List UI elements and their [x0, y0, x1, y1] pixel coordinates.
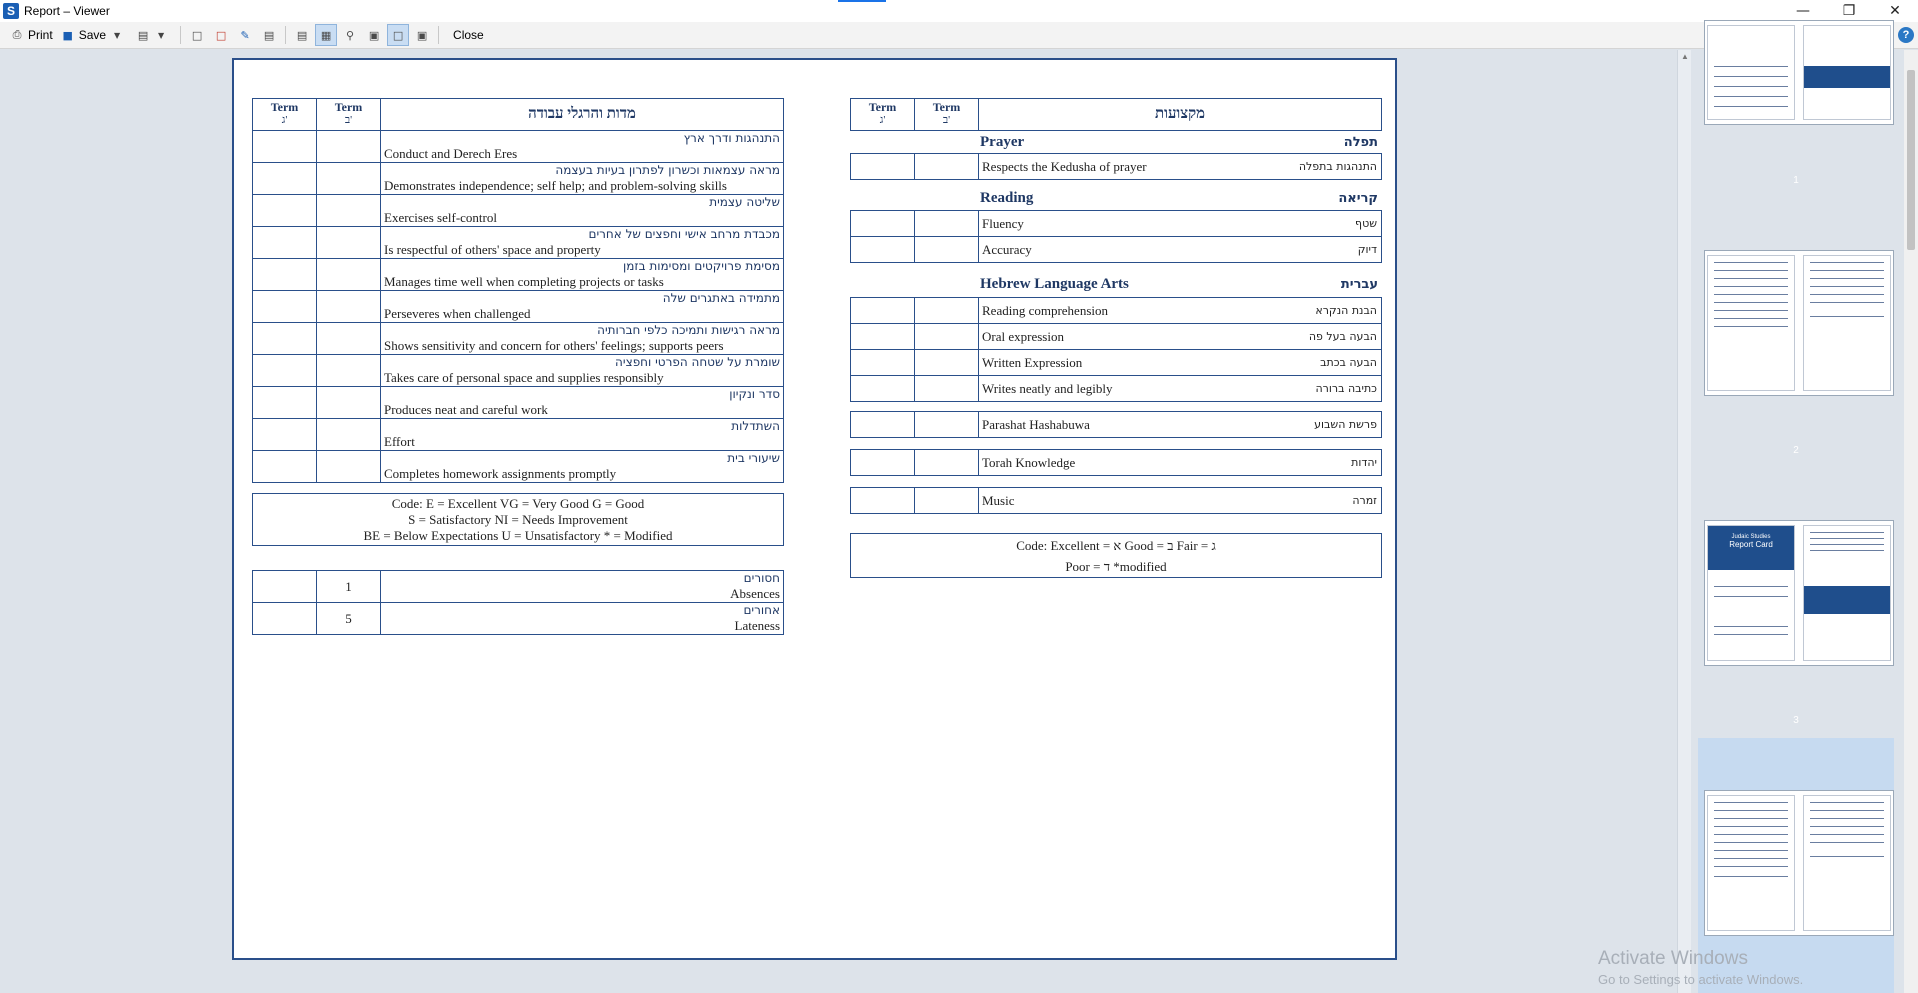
thumbnail-page-4[interactable] [1704, 790, 1894, 936]
subject-cell: Torah Knowledge יהדות [979, 450, 1382, 476]
close-window-icon[interactable]: ✕ [1889, 3, 1901, 19]
main-scrollbar[interactable] [1677, 50, 1691, 993]
grade-cell [851, 237, 915, 263]
thumbnail-page-3[interactable] [1704, 520, 1894, 666]
habit-hebrew-label: מכבדת מרחב אישי וחפצים של אחרים [588, 227, 780, 241]
habit-hebrew-label: מראה רגישות ותמיכה כלפי חברותיה [597, 323, 780, 337]
code-line: BE = Below Expectations U = Unsatisfactory * = Modified [363, 528, 673, 543]
work-habits-table [252, 98, 784, 131]
habit-english-label: Shows sensitivity and concern for others' feelings; supports peers [384, 338, 724, 353]
grade-cell [253, 323, 317, 355]
grade-cell [317, 259, 381, 291]
print-label: Print [28, 28, 53, 42]
grade-cell [317, 419, 381, 451]
prayer-table [850, 153, 1382, 180]
activate-windows-watermark: Activate Windows Go to Settings to activate Windows. [1598, 948, 1804, 987]
save-button[interactable] [57, 24, 132, 46]
save-disk-icon: ■ [62, 28, 73, 42]
grade-cell [317, 163, 381, 195]
find-icon[interactable]: ⚲ [346, 28, 355, 42]
thumbnail-panel [1692, 50, 1900, 993]
table-row [253, 323, 784, 355]
table-row [253, 419, 784, 451]
hebrew-table [850, 297, 1382, 402]
cover-title: Judaic Studies [1731, 534, 1771, 540]
grade-cell [253, 355, 317, 387]
table-row [851, 324, 1382, 350]
work-habits-code-legend [252, 493, 784, 546]
code-line: S = Satisfactory NI = Needs Improvement [408, 512, 628, 527]
cover-subtitle: Report Card [1729, 540, 1773, 549]
habit-hebrew-label: מסימת פרויקטים ומסימות בזמן [623, 259, 780, 273]
habit-cell [381, 195, 784, 227]
habit-hebrew-label: מראה עצמאות וכשרון לפתרון בעיות בעצמה [555, 163, 780, 177]
fit-width-icon[interactable]: □ [387, 24, 409, 46]
grade-cell [317, 355, 381, 387]
habit-hebrew-label: שומרת על שטחה הפרטי וחפציה [615, 355, 780, 369]
save-label: Save [78, 28, 107, 42]
grade-cell [851, 350, 915, 376]
grade-cell [253, 291, 317, 323]
lateness-label: אחורים Lateness [381, 603, 784, 635]
close-button[interactable] [449, 24, 488, 46]
grade-cell [317, 227, 381, 259]
grade-cell [253, 387, 317, 419]
table-row [851, 350, 1382, 376]
absences-value: 1 [317, 571, 381, 603]
code-line: Poor = ד *modified [1065, 559, 1167, 574]
grade-cell [253, 163, 317, 195]
grade-cell [915, 376, 979, 402]
subject-cell: Reading comprehension הבנת הנקרא [979, 298, 1382, 324]
separator [438, 26, 439, 44]
separator [180, 26, 181, 44]
grade-cell [317, 131, 381, 163]
grade-cell [915, 450, 979, 476]
table-row [851, 237, 1382, 263]
edit-icon[interactable]: ✎ [240, 28, 250, 42]
habit-english-label: Produces neat and careful work [384, 402, 548, 417]
window-title: Report – Viewer [24, 4, 110, 18]
habit-english-label: Takes care of personal space and supplies responsibly [384, 370, 664, 385]
subjects-code-legend [850, 533, 1382, 578]
grade-cell [915, 211, 979, 237]
absences-label: חסורים Absences [381, 571, 784, 603]
page-number: 2 [1793, 445, 1799, 456]
table-row [253, 131, 784, 163]
grade-cell [253, 451, 317, 483]
full-screen-icon[interactable]: ▣ [416, 28, 428, 42]
subject-cell: Parashat Hashabuwa פרשת השבוע [979, 412, 1382, 438]
table-row [851, 376, 1382, 402]
printer-icon: ⎙ [12, 28, 22, 41]
table-row [851, 450, 1382, 476]
parameters-icon[interactable]: ▤ [263, 28, 275, 42]
title-accent [838, 0, 886, 2]
grade-cell [253, 195, 317, 227]
habit-english-label: Effort [384, 434, 415, 449]
grade-cell [253, 131, 317, 163]
subject-cell: Fluency שטף [979, 211, 1382, 237]
grade-cell [915, 412, 979, 438]
habit-hebrew-label: סדר ונקיון [729, 387, 780, 401]
bookmarks-icon[interactable]: □ [215, 28, 227, 42]
page-number: 3 [1793, 715, 1799, 726]
grade-cell [317, 451, 381, 483]
grade-cell [253, 571, 317, 603]
report-page [232, 58, 1397, 960]
table-row [253, 451, 784, 483]
reading-heading: Reading קריאה [980, 190, 1378, 206]
subject-cell: Music זמרה [979, 488, 1382, 514]
subjects-section [850, 98, 1382, 578]
habit-cell [381, 323, 784, 355]
subject-cell: Respects the Kedusha of prayer התנהגות בתפלה [979, 154, 1382, 180]
grade-cell [915, 350, 979, 376]
grade-cell [851, 324, 915, 350]
table-row [851, 298, 1382, 324]
habit-english-label: Completes homework assignments promptly [384, 466, 617, 481]
habit-cell [381, 163, 784, 195]
code-line: Code: Excellent = א Good = ב Fair = ג [1016, 538, 1216, 553]
grade-cell [851, 298, 915, 324]
multi-page-icon[interactable]: ▦ [315, 24, 337, 46]
table-row [851, 488, 1382, 514]
parashat-table [850, 411, 1382, 438]
habit-english-label: Manages time well when completing projects or tasks [384, 274, 664, 289]
grade-cell [851, 154, 915, 180]
habit-cell [381, 259, 784, 291]
grade-cell [851, 376, 915, 402]
table-row [851, 412, 1382, 438]
table-row [253, 195, 784, 227]
habit-hebrew-label: התנהגות ודרך ארץ [683, 131, 780, 145]
hebrew-heading: Hebrew Language Arts עברית [980, 276, 1378, 292]
attendance-table [252, 570, 784, 635]
subject-cell: Written Expression הבעה בכתב [979, 350, 1382, 376]
print-button[interactable] [6, 24, 57, 46]
torah-table [850, 449, 1382, 476]
habit-hebrew-label: מתמידה באתגרים שלה [662, 291, 780, 305]
table-row [253, 571, 784, 603]
chevron-down-icon[interactable]: ▼ [113, 30, 121, 40]
habit-cell [381, 387, 784, 419]
table-row [253, 227, 784, 259]
term-g-header: Term ג' [851, 99, 915, 131]
code-line: Code: E = Excellent VG = Very Good G = Good [391, 496, 645, 511]
grade-cell [915, 237, 979, 263]
subjects-header-table [850, 98, 1382, 131]
app-s-icon: S [3, 3, 19, 19]
subject-cell: Accuracy דיוק [979, 237, 1382, 263]
subjects-title: מקצועות [979, 99, 1382, 131]
habit-english-label: Conduct and Derech Eres [384, 146, 518, 161]
lateness-value: 5 [317, 603, 381, 635]
habit-hebrew-label: שליטה עצמית [709, 195, 780, 209]
term-b-header: Term ב' [317, 99, 381, 131]
habit-cell [381, 419, 784, 451]
grade-cell [253, 419, 317, 451]
close-label: Close [453, 28, 484, 42]
chevron-down-icon: ▼ [157, 30, 165, 40]
single-page-icon[interactable]: ▤ [296, 28, 308, 42]
grade-cell [317, 323, 381, 355]
table-row [851, 154, 1382, 180]
prayer-heading: Prayer תפלה [980, 134, 1378, 150]
page-icon[interactable]: □ [191, 28, 203, 42]
title-bar [0, 0, 1918, 22]
subject-cell: Oral expression הבעה בעל פה [979, 324, 1382, 350]
table-row [253, 387, 784, 419]
work-habits-title: מדות והרגלי עבודה [381, 99, 784, 131]
habit-cell [381, 227, 784, 259]
work-habits-rows [252, 130, 784, 483]
habit-english-label: Perseveres when challenged [384, 306, 531, 321]
habit-cell [381, 451, 784, 483]
grade-cell [915, 488, 979, 514]
export-button[interactable] [132, 24, 176, 46]
fit-page-icon[interactable]: ▣ [368, 28, 380, 42]
restore-icon[interactable]: ❐ [1842, 3, 1856, 19]
separator [285, 26, 286, 44]
table-row [253, 291, 784, 323]
grade-cell [851, 211, 915, 237]
grade-cell [317, 387, 381, 419]
table-row [253, 603, 784, 635]
grade-cell [253, 259, 317, 291]
grade-cell [253, 603, 317, 635]
grade-cell [317, 195, 381, 227]
table-row [253, 163, 784, 195]
minimize-icon[interactable]: — [1796, 3, 1810, 19]
help-icon[interactable]: ? [1898, 27, 1914, 43]
habit-cell [381, 131, 784, 163]
table-row [253, 259, 784, 291]
reading-table [850, 210, 1382, 263]
habit-hebrew-label: השתדלות [731, 419, 780, 433]
export-icon: ▤ [137, 28, 149, 42]
grade-cell [915, 298, 979, 324]
habit-hebrew-label: שיעורי בית [727, 451, 780, 465]
thumbnail-scrollbar[interactable] [1904, 50, 1918, 993]
grade-cell [317, 291, 381, 323]
subject-cell: Writes neatly and legibly כתיבה ברורה [979, 376, 1382, 402]
grade-cell [851, 412, 915, 438]
page-number: 1 [1793, 175, 1799, 186]
scroll-up-icon[interactable]: ▲ [1681, 52, 1689, 61]
grade-cell [851, 488, 915, 514]
habit-english-label: Demonstrates independence; self help; and problem-solving skills [384, 178, 727, 193]
grade-cell [915, 324, 979, 350]
music-table [850, 487, 1382, 514]
habit-cell [381, 291, 784, 323]
habit-english-label: Is respectful of others' space and property [384, 242, 601, 257]
toolbar [0, 22, 1918, 49]
grade-cell [915, 154, 979, 180]
habit-english-label: Exercises self-control [384, 210, 497, 225]
work-habits-section [252, 98, 784, 635]
table-row [851, 211, 1382, 237]
grade-cell [253, 227, 317, 259]
table-row [253, 355, 784, 387]
thumbnail-page-2[interactable] [1704, 250, 1894, 396]
thumbnail-page-1[interactable] [1704, 20, 1894, 125]
scroll-thumb[interactable] [1907, 70, 1915, 250]
term-g-header: Term ג' [253, 99, 317, 131]
term-b-header: Term ב' [915, 99, 979, 131]
habit-cell [381, 355, 784, 387]
grade-cell [851, 450, 915, 476]
